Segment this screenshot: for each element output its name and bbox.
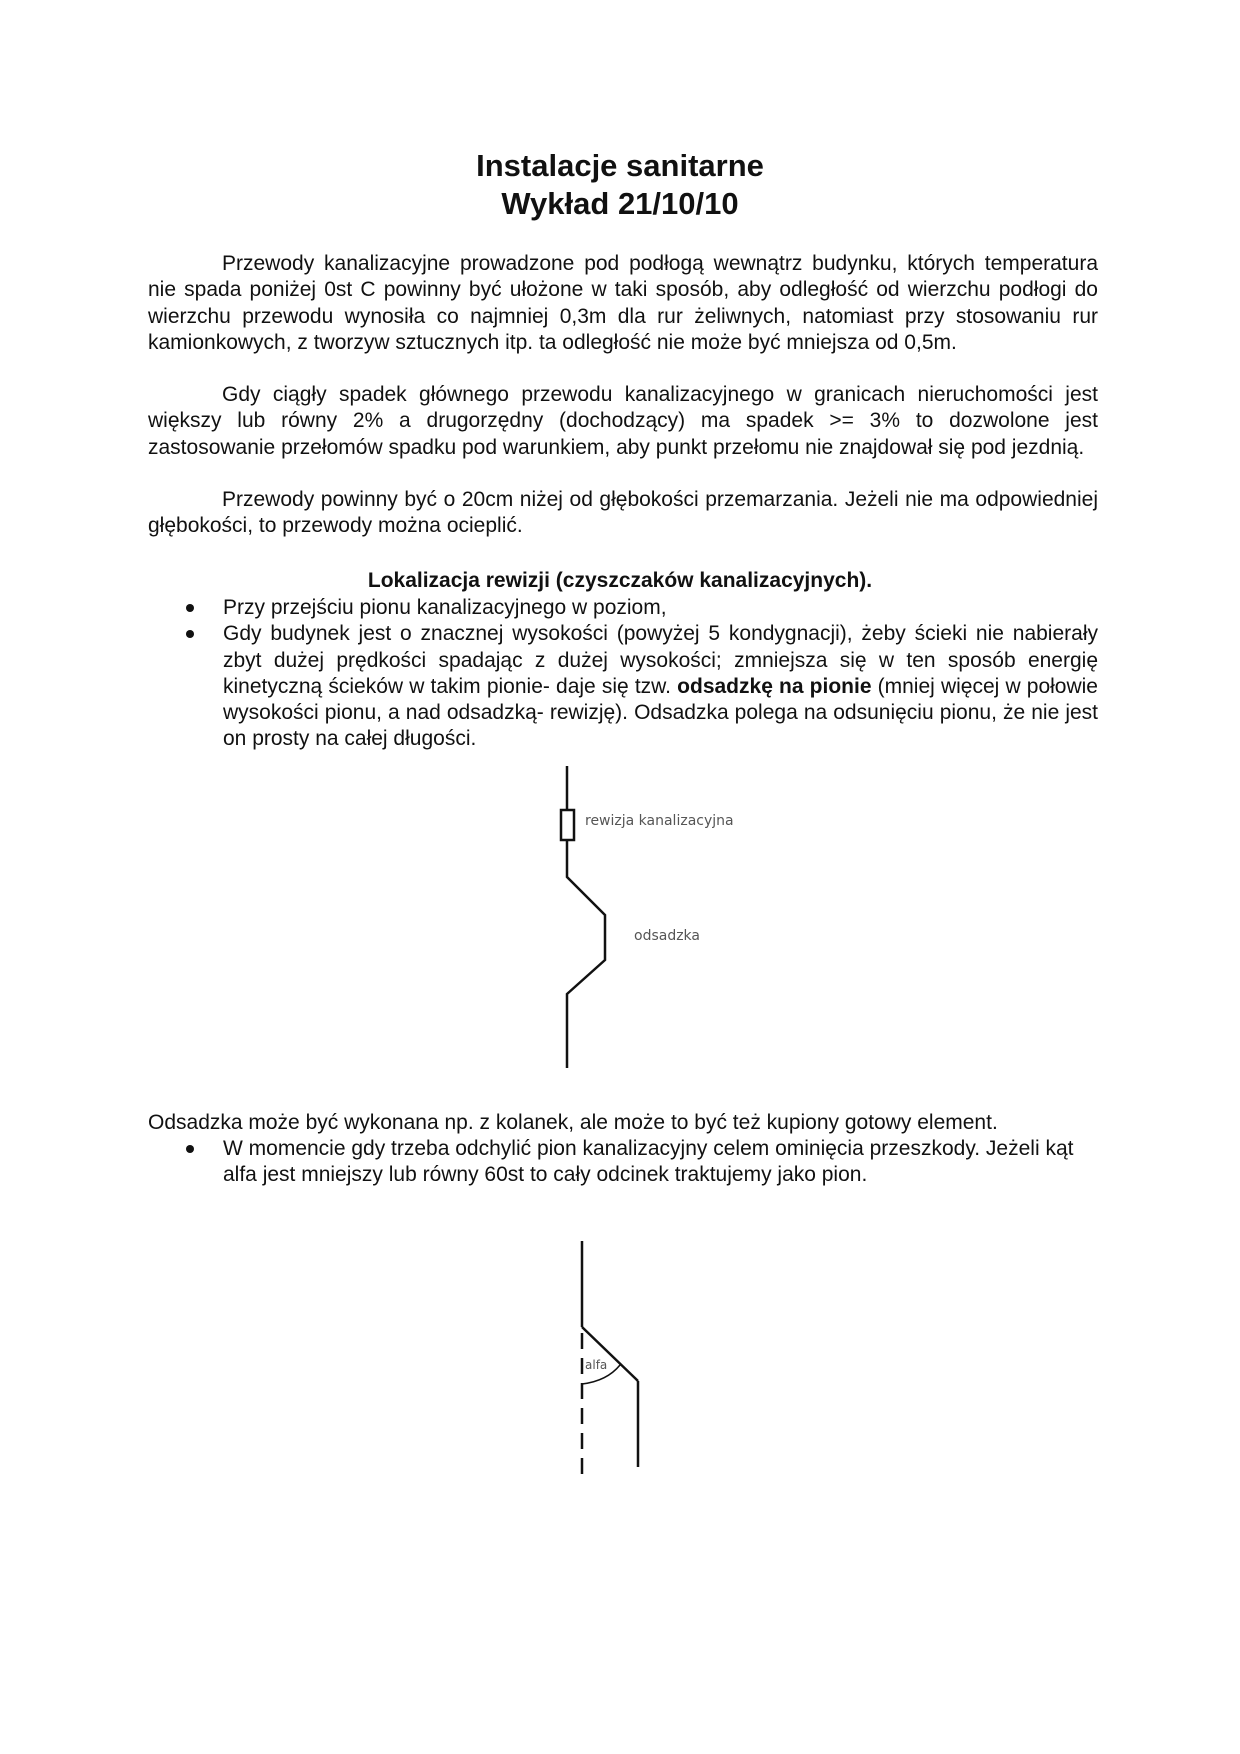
bullet-icon — [186, 604, 194, 612]
pipe-offset-segment — [567, 840, 605, 1068]
revision-symbol — [561, 810, 574, 840]
list-item-text: Przy przejściu pionu kanalizacyjnego w poziom, — [223, 596, 667, 619]
list-item-text: Gdy budynek jest o znacznej wysokości (powyżej 5 kondygnacji), żeby ścieki nie nabierały zbyt dużej prędkości spadając z dużej wysokości; zmniejsza się w ten sposób energię kinetyczną ścieków w takim pionie- daje się tzw. — [223, 622, 1098, 698]
bullet-icon — [186, 630, 194, 638]
offset-diagram — [520, 762, 760, 1072]
paragraph-2-block — [148, 382, 1098, 461]
list-item — [148, 1136, 1098, 1189]
bullet-list-revisions — [148, 595, 1098, 753]
list-item — [148, 621, 1098, 752]
deviation-angle-diagram — [560, 1235, 680, 1485]
bullet-icon — [186, 1145, 194, 1153]
pipe-angled-segment — [582, 1327, 638, 1381]
list-item-text: W momencie gdy trzeba odchylić pion kanalizacyjny celem ominięcia przeszkody. Jeżeli kąt alfa jest mniejszy lub równy 60st to cały odcinek traktujemy jako pion. — [223, 1137, 1074, 1187]
revision-label: rewizja kanalizacyjna — [585, 813, 734, 829]
paragraph-3-block — [148, 487, 1098, 540]
angle-label: alfa — [585, 1358, 608, 1372]
list-item-bold-term: odsadzkę na pionie — [677, 674, 872, 698]
document-subtitle: Wykład 21/10/10 — [501, 186, 739, 221]
paragraph-2: Gdy ciągły spadek głównego przewodu kanalizacyjnego w granicach nieruchomości jest większy lub równy 2% a drugorzędny (dochodzący) ma spadek >= 3% to dozwolone jest zastosowanie przełomów spadku pod warunkiem, aby punkt przełomu nie znajdował się pod jezdnią. — [148, 383, 1098, 459]
offset-note: Odsadzka może być wykonana np. z kolanek, ale może to być też kupiony gotowy element. — [148, 1111, 998, 1134]
document-title: Instalacje sanitarne — [476, 148, 764, 183]
list-item-text-continued: (mniej więcej w połowie wysokości pionu, a nad odsadzką- rewizję). Odsadzka polega na odsunięciu pionu, że nie jest on prosty na całej długości. — [223, 674, 1098, 751]
paragraph-1: Przewody kanalizacyjne prowadzone pod podłogą wewnątrz budynku, których temperatura nie spada poniżej 0st C powinny być ułożone w taki sposób, aby odległość od wierzchu podłogi do wierzchu przewodu wynosiła co najmniej 0,3m dla rur żeliwnych, natomiast przy stosowaniu rur kamionkowych, z tworzyw sztucznych itp. ta odległość nie może być mniejsza od 0,5m. — [148, 252, 1098, 354]
section-heading: Lokalizacja rewizji (czyszczaków kanalizacyjnych). — [367, 569, 873, 592]
list-item — [148, 595, 1098, 621]
offset-label: odsadzka — [634, 928, 701, 944]
paragraph-1-block — [148, 251, 1098, 356]
paragraph-3: Przewody powinny być o 20cm niżej od głębokości przemarzania. Jeżeli nie ma odpowiedniej głębokości, to przewody można ocieplić. — [148, 488, 1098, 538]
bullet-list-deviation — [148, 1136, 1098, 1189]
